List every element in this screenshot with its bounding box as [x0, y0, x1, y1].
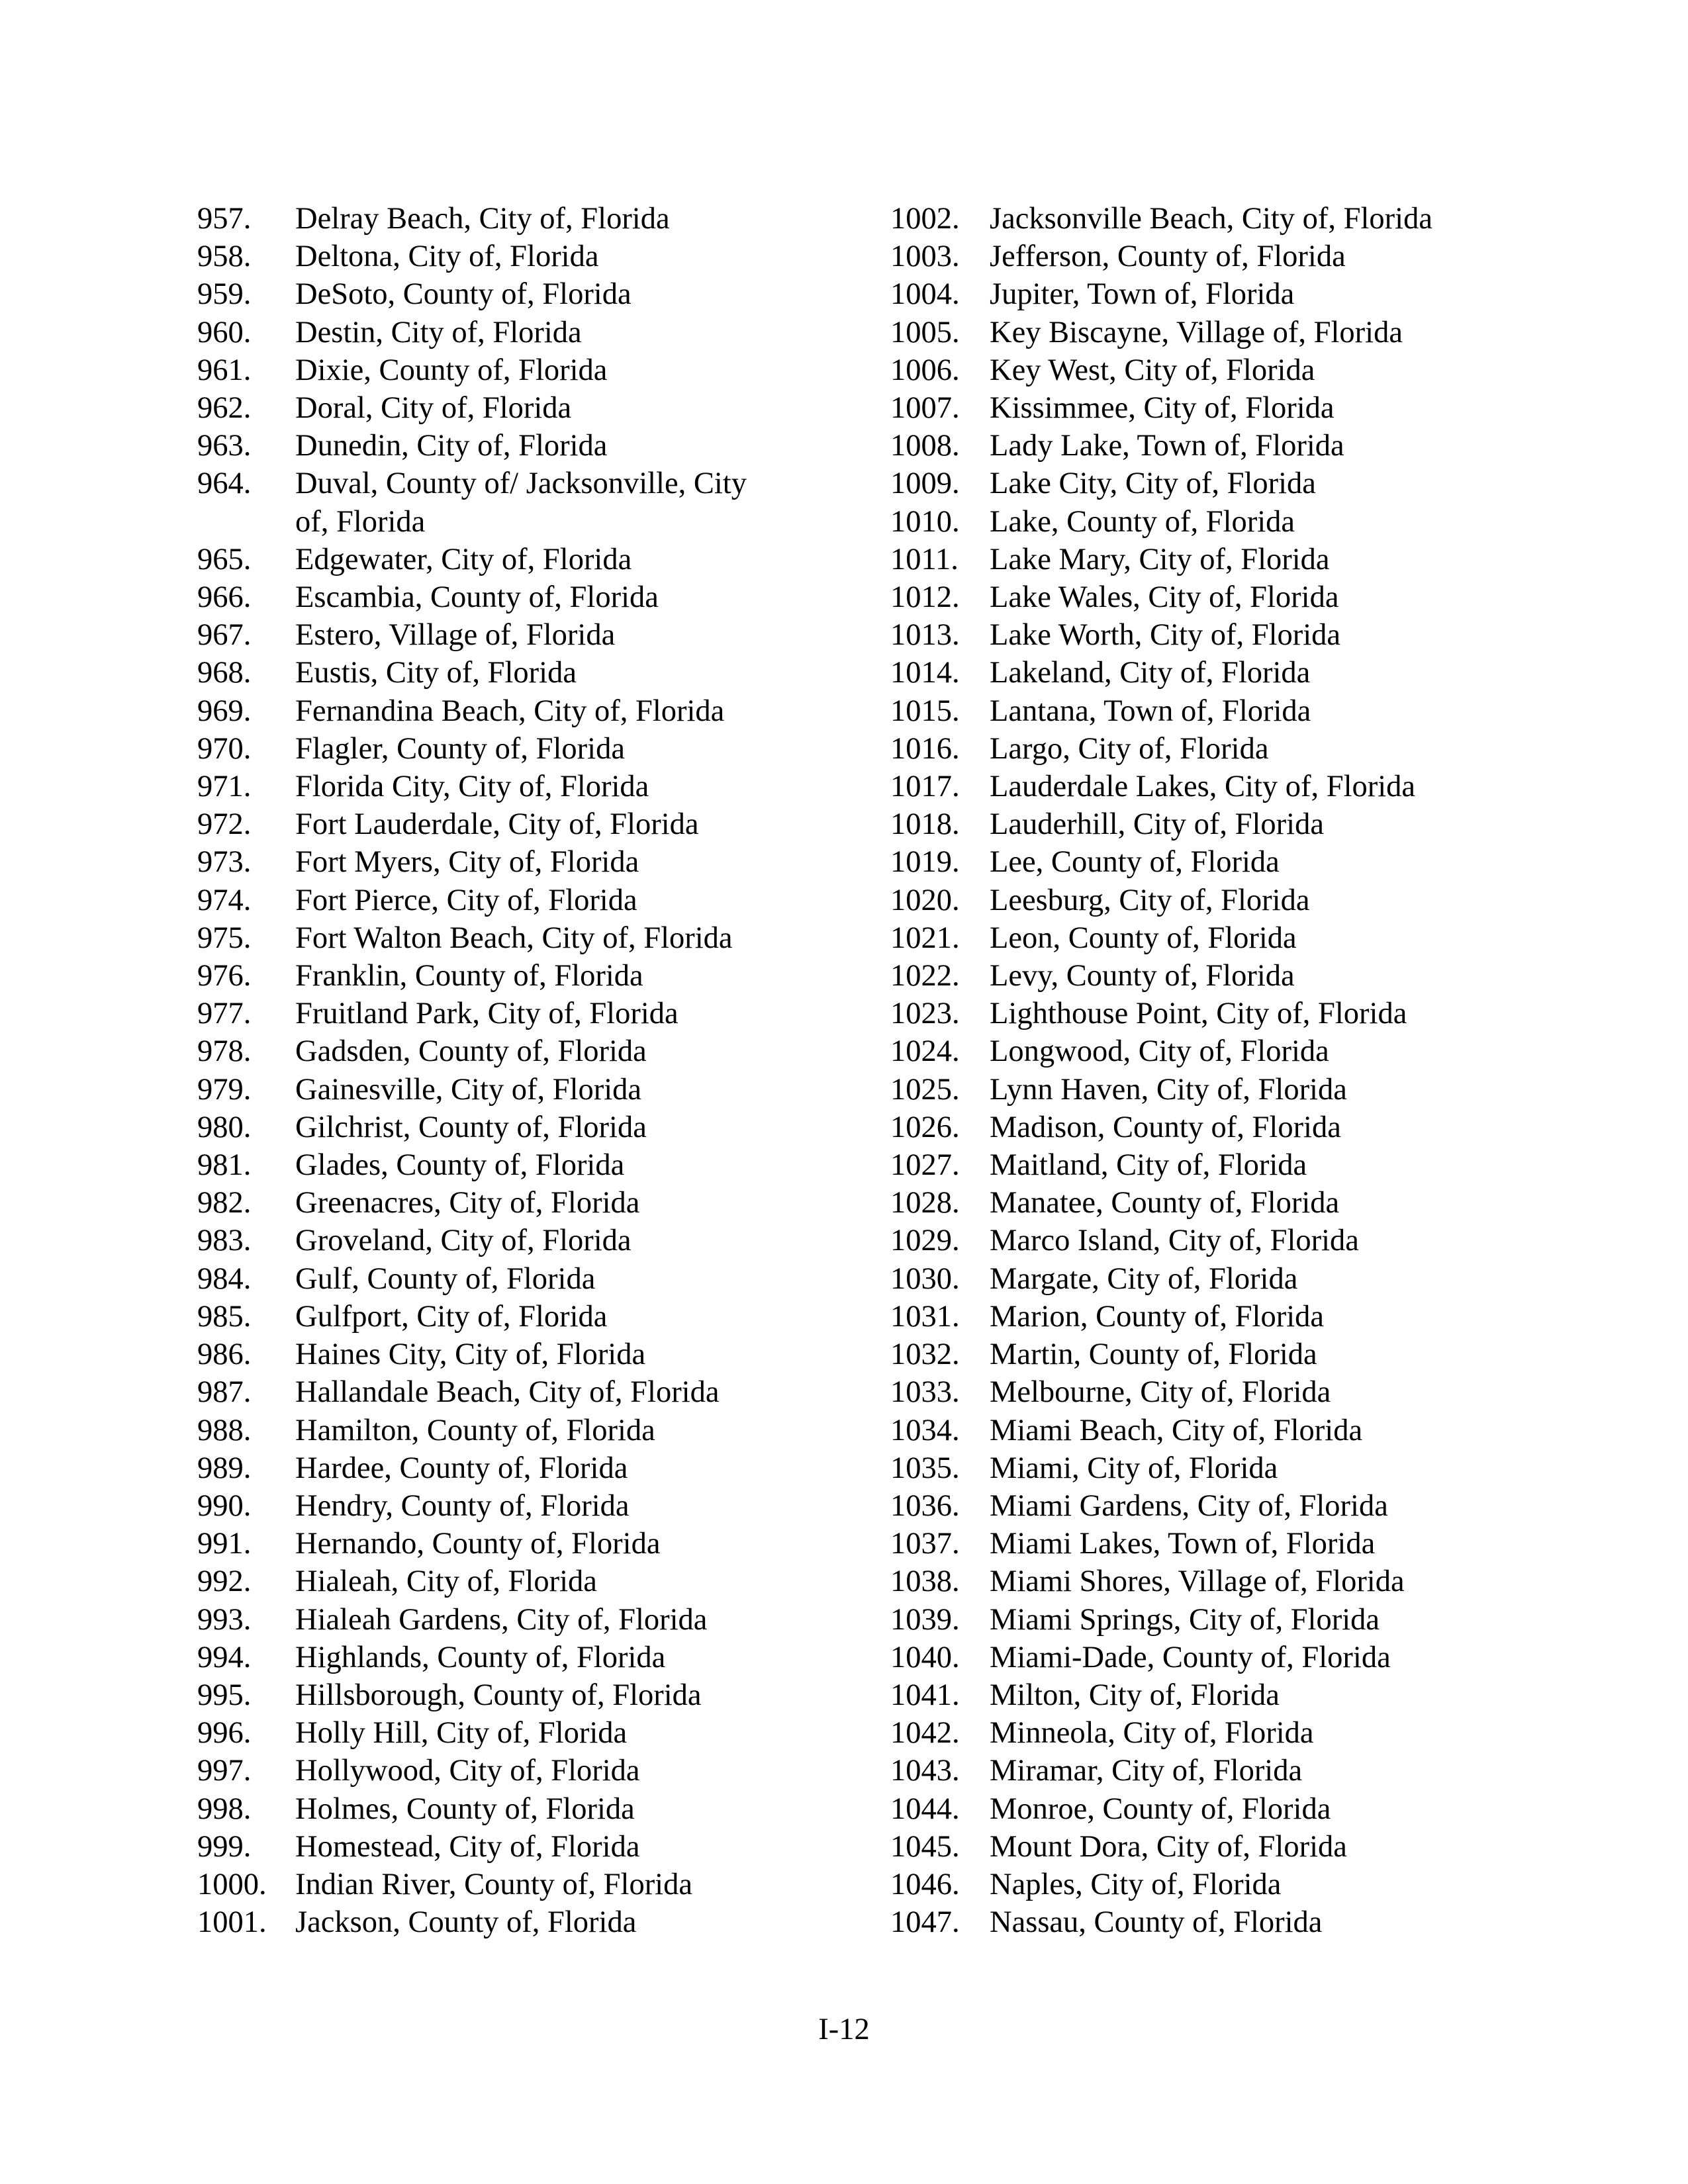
- list-item: [197, 465, 859, 540]
- item-number: 1043.: [890, 1754, 960, 1788]
- list-item: [890, 541, 1552, 578]
- item-number: 973.: [197, 845, 252, 880]
- item-name: Delray Beach, City of, Florida: [295, 202, 670, 236]
- list-item: [197, 1639, 859, 1676]
- item-name: Miami Shores, Village of, Florida: [990, 1565, 1405, 1599]
- item-name: Lighthouse Point, City of, Florida: [990, 997, 1407, 1031]
- list-item: [890, 805, 1552, 843]
- item-number: 1018.: [890, 807, 960, 842]
- item-number: 1015.: [890, 694, 960, 728]
- list-item: [197, 1487, 859, 1525]
- item-name: Miami Gardens, City of, Florida: [990, 1488, 1388, 1523]
- item-number: 1005.: [890, 315, 960, 349]
- list-item: [890, 275, 1552, 313]
- item-name: Jackson, County of, Florida: [295, 1905, 637, 1940]
- item-number: 980.: [197, 1110, 252, 1144]
- list-item: [197, 1601, 859, 1639]
- list-item: [890, 843, 1552, 881]
- list-item: [197, 768, 859, 805]
- list-item: [890, 200, 1552, 238]
- item-number: 964.: [197, 467, 252, 501]
- item-number: 965.: [197, 542, 252, 576]
- list-item: [890, 1412, 1552, 1449]
- list-item: [197, 351, 859, 389]
- item-name: Hillsborough, County of, Florida: [295, 1678, 702, 1712]
- list-item: [197, 1714, 859, 1752]
- item-number: 961.: [197, 353, 252, 387]
- item-number: 1039.: [890, 1602, 960, 1637]
- list-item: [890, 1639, 1552, 1676]
- list-item: [197, 1222, 859, 1259]
- list-item: [197, 1184, 859, 1222]
- item-number: 978.: [197, 1034, 252, 1069]
- item-number: 1045.: [890, 1829, 960, 1864]
- item-name: Groveland, City of, Florida: [295, 1224, 632, 1258]
- item-name: Marco Island, City of, Florida: [990, 1224, 1359, 1258]
- list-item: [197, 919, 859, 957]
- item-name: Fort Myers, City of, Florida: [295, 845, 639, 880]
- list-item: [890, 1336, 1552, 1373]
- item-name: Maitland, City of, Florida: [990, 1148, 1307, 1183]
- item-number: 988.: [197, 1413, 252, 1447]
- item-name: Naples, City of, Florida: [990, 1867, 1282, 1901]
- list-item: [197, 200, 859, 238]
- list-item: [890, 1449, 1552, 1487]
- item-name: Gilchrist, County of, Florida: [295, 1110, 647, 1144]
- list-item: [197, 730, 859, 768]
- item-number: 997.: [197, 1754, 252, 1788]
- item-name: Highlands, County of, Florida: [295, 1640, 666, 1674]
- list-item: [197, 541, 859, 578]
- item-number: 963.: [197, 429, 252, 463]
- item-name: Lauderhill, City of, Florida: [990, 807, 1324, 842]
- item-number: 977.: [197, 997, 252, 1031]
- list-item: [890, 1222, 1552, 1259]
- item-number: 984.: [197, 1261, 252, 1296]
- item-name: Doral, City of, Florida: [295, 391, 572, 426]
- item-name: Greenacres, City of, Florida: [295, 1186, 640, 1220]
- item-name: Holmes, County of, Florida: [295, 1792, 635, 1826]
- item-number: 958.: [197, 240, 252, 274]
- item-name: Hamilton, County of, Florida: [295, 1413, 655, 1447]
- list-item: [197, 1298, 859, 1336]
- item-number: 1032.: [890, 1338, 960, 1372]
- list-item: [890, 578, 1552, 616]
- list-item: [890, 1563, 1552, 1600]
- list-item: [890, 1866, 1552, 1903]
- item-name: Madison, County of, Florida: [990, 1110, 1341, 1144]
- item-number: 971.: [197, 770, 252, 804]
- item-number: 1021.: [890, 921, 960, 955]
- item-number: 1030.: [890, 1261, 960, 1296]
- item-number: 960.: [197, 315, 252, 349]
- list-item: [890, 1601, 1552, 1639]
- item-name: Flagler, County of, Florida: [295, 731, 625, 766]
- item-name: Duval, County of/ Jacksonville, City of, Florida: [295, 467, 747, 539]
- item-number: 1029.: [890, 1224, 960, 1258]
- item-name: Martin, County of, Florida: [990, 1338, 1317, 1372]
- item-number: 1046.: [890, 1867, 960, 1901]
- item-name: Gulfport, City of, Florida: [295, 1299, 608, 1334]
- item-name: Largo, City of, Florida: [990, 731, 1269, 766]
- list-item: [890, 503, 1552, 541]
- list-item: [197, 616, 859, 654]
- item-number: 1042.: [890, 1716, 960, 1751]
- item-name: Leesburg, City of, Florida: [990, 883, 1310, 917]
- list-item: [197, 1449, 859, 1487]
- item-number: 1041.: [890, 1678, 960, 1712]
- item-name: Escambia, County of, Florida: [295, 580, 659, 615]
- item-number: 1003.: [890, 240, 960, 274]
- list-item: [890, 1903, 1552, 1941]
- item-number: 957.: [197, 202, 252, 236]
- item-name: Lake Mary, City of, Florida: [990, 542, 1330, 576]
- item-name: Fort Lauderdale, City of, Florida: [295, 807, 699, 842]
- list-item: [890, 1525, 1552, 1563]
- item-number: 1006.: [890, 353, 960, 387]
- item-name: Lakeland, City of, Florida: [990, 656, 1311, 690]
- item-number: 992.: [197, 1565, 252, 1599]
- list-item: [197, 1260, 859, 1298]
- list-item: [890, 1260, 1552, 1298]
- item-number: 969.: [197, 694, 252, 728]
- item-number: 1035.: [890, 1451, 960, 1485]
- item-number: 1038.: [890, 1565, 960, 1599]
- list-item: [890, 1373, 1552, 1411]
- list-item: [197, 1071, 859, 1109]
- list-item: [890, 1752, 1552, 1790]
- list-item: [197, 1109, 859, 1146]
- item-number: 972.: [197, 807, 252, 842]
- list-item: [890, 1298, 1552, 1336]
- item-name: Margate, City of, Florida: [990, 1261, 1298, 1296]
- item-number: 1007.: [890, 391, 960, 426]
- item-name: Fernandina Beach, City of, Florida: [295, 694, 725, 728]
- list-item: [890, 616, 1552, 654]
- list-item: [890, 882, 1552, 919]
- item-name: Homestead, City of, Florida: [295, 1829, 640, 1864]
- item-name: Fort Walton Beach, City of, Florida: [295, 921, 733, 955]
- list-item: [890, 351, 1552, 389]
- item-number: 1019.: [890, 845, 960, 880]
- item-name: Jupiter, Town of, Florida: [990, 277, 1295, 312]
- item-name: Leon, County of, Florida: [990, 921, 1297, 955]
- item-number: 1013.: [890, 618, 960, 653]
- item-number: 1010.: [890, 504, 960, 539]
- item-name: Minneola, City of, Florida: [990, 1716, 1314, 1751]
- item-name: Fort Pierce, City of, Florida: [295, 883, 637, 917]
- item-name: Eustis, City of, Florida: [295, 656, 577, 690]
- list-item: [890, 389, 1552, 427]
- item-name: Key West, City of, Florida: [990, 353, 1315, 387]
- item-number: 999.: [197, 1829, 252, 1864]
- right-column-list: [890, 200, 1552, 1941]
- item-number: 1028.: [890, 1186, 960, 1220]
- list-item: [197, 1336, 859, 1373]
- item-name: Kissimmee, City of, Florida: [990, 391, 1335, 426]
- item-number: 993.: [197, 1602, 252, 1637]
- item-name: Hendry, County of, Florida: [295, 1488, 630, 1523]
- list-item: [890, 1071, 1552, 1109]
- item-name: Levy, County of, Florida: [990, 959, 1295, 993]
- item-name: Lantana, Town of, Florida: [990, 694, 1311, 728]
- list-item: [890, 1184, 1552, 1222]
- list-item: [890, 1790, 1552, 1828]
- list-item: [197, 957, 859, 995]
- item-number: 1044.: [890, 1792, 960, 1826]
- list-item: [197, 805, 859, 843]
- item-number: 990.: [197, 1488, 252, 1523]
- item-number: 983.: [197, 1224, 252, 1258]
- list-item: [197, 1412, 859, 1449]
- list-item: [197, 843, 859, 881]
- item-name: Hialeah Gardens, City of, Florida: [295, 1602, 708, 1637]
- list-item: [890, 730, 1552, 768]
- item-number: 967.: [197, 618, 252, 653]
- list-item: [890, 919, 1552, 957]
- item-number: 987.: [197, 1375, 252, 1410]
- item-number: 1004.: [890, 277, 960, 312]
- item-number: 1033.: [890, 1375, 960, 1410]
- item-name: Manatee, County of, Florida: [990, 1186, 1340, 1220]
- item-name: Monroe, County of, Florida: [990, 1792, 1331, 1826]
- list-item: [197, 1752, 859, 1790]
- list-item: [890, 465, 1552, 502]
- list-item: [890, 654, 1552, 692]
- list-item: [890, 1146, 1552, 1184]
- item-name: Miami-Dade, County of, Florida: [990, 1640, 1391, 1674]
- list-item: [197, 238, 859, 275]
- list-item: [197, 1676, 859, 1714]
- item-number: 986.: [197, 1338, 252, 1372]
- list-item: [197, 692, 859, 730]
- list-item: [197, 578, 859, 616]
- item-number: 1023.: [890, 997, 960, 1031]
- item-name: Hollywood, City of, Florida: [295, 1754, 640, 1788]
- item-number: 1027.: [890, 1148, 960, 1183]
- item-number: 985.: [197, 1299, 252, 1334]
- item-name: Glades, County of, Florida: [295, 1148, 625, 1183]
- item-name: Miramar, City of, Florida: [990, 1754, 1303, 1788]
- item-name: Hallandale Beach, City of, Florida: [295, 1375, 720, 1410]
- item-number: 982.: [197, 1186, 252, 1220]
- list-item: [197, 1790, 859, 1828]
- item-number: 1016.: [890, 731, 960, 766]
- item-number: 1012.: [890, 580, 960, 615]
- item-number: 1022.: [890, 959, 960, 993]
- item-name: Nassau, County of, Florida: [990, 1905, 1323, 1940]
- item-number: 989.: [197, 1451, 252, 1485]
- list-item: [197, 275, 859, 313]
- list-item: [890, 1828, 1552, 1866]
- item-name: Lake Wales, City of, Florida: [990, 580, 1339, 615]
- list-item: [197, 1866, 859, 1903]
- item-name: Holly Hill, City of, Florida: [295, 1716, 628, 1751]
- item-name: Key Biscayne, Village of, Florida: [990, 315, 1403, 349]
- page-number: I-12: [818, 2013, 870, 2046]
- item-number: 1034.: [890, 1413, 960, 1447]
- list-item: [197, 1373, 859, 1411]
- item-name: Mount Dora, City of, Florida: [990, 1829, 1347, 1864]
- item-name: Milton, City of, Florida: [990, 1678, 1280, 1712]
- list-item: [890, 314, 1552, 351]
- list-item: [890, 1032, 1552, 1070]
- list-item: [890, 995, 1552, 1032]
- list-item: [197, 882, 859, 919]
- item-name: Lee, County of, Florida: [990, 845, 1280, 880]
- list-item: [890, 1676, 1552, 1714]
- item-number: 1009.: [890, 467, 960, 501]
- list-item: [197, 314, 859, 351]
- item-name: Deltona, City of, Florida: [295, 240, 599, 274]
- list-item: [890, 768, 1552, 805]
- item-name: Hernando, County of, Florida: [295, 1527, 661, 1561]
- item-number: 1040.: [890, 1640, 960, 1674]
- item-name: Edgewater, City of, Florida: [295, 542, 632, 576]
- item-number: 1002.: [890, 202, 960, 236]
- item-number: 1008.: [890, 429, 960, 463]
- item-name: Gulf, County of, Florida: [295, 1261, 596, 1296]
- item-number: 1026.: [890, 1110, 960, 1144]
- list-item: [890, 957, 1552, 995]
- list-item: [890, 692, 1552, 730]
- item-name: Miami Springs, City of, Florida: [990, 1602, 1380, 1637]
- item-name: Indian River, County of, Florida: [295, 1867, 692, 1901]
- list-item: [197, 1903, 859, 1941]
- item-number: 981.: [197, 1148, 252, 1183]
- list-item: [890, 1714, 1552, 1752]
- item-number: 1001.: [197, 1905, 267, 1940]
- item-name: Lauderdale Lakes, City of, Florida: [990, 770, 1416, 804]
- item-number: 1020.: [890, 883, 960, 917]
- list-item: [890, 427, 1552, 465]
- list-item: [197, 654, 859, 692]
- item-number: 976.: [197, 959, 252, 993]
- item-number: 1014.: [890, 656, 960, 690]
- item-name: Dixie, County of, Florida: [295, 353, 608, 387]
- item-number: 1036.: [890, 1488, 960, 1523]
- list-item: [890, 1487, 1552, 1525]
- item-number: 1025.: [890, 1072, 960, 1107]
- item-name: Dunedin, City of, Florida: [295, 429, 608, 463]
- item-number: 995.: [197, 1678, 252, 1712]
- item-name: Franklin, County of, Florida: [295, 959, 643, 993]
- item-name: Lake, County of, Florida: [990, 504, 1295, 539]
- item-number: 1000.: [197, 1867, 267, 1901]
- item-name: DeSoto, County of, Florida: [295, 277, 632, 312]
- list-item: [197, 427, 859, 465]
- item-name: Melbourne, City of, Florida: [990, 1375, 1331, 1410]
- item-name: Lady Lake, Town of, Florida: [990, 429, 1344, 463]
- item-number: 975.: [197, 921, 252, 955]
- item-name: Lake City, City of, Florida: [990, 467, 1316, 501]
- item-number: 1047.: [890, 1905, 960, 1940]
- list-item: [197, 995, 859, 1032]
- item-number: 1017.: [890, 770, 960, 804]
- item-name: Longwood, City of, Florida: [990, 1034, 1329, 1069]
- item-number: 998.: [197, 1792, 252, 1826]
- item-name: Hialeah, City of, Florida: [295, 1565, 597, 1599]
- item-number: 1031.: [890, 1299, 960, 1334]
- item-name: Lake Worth, City of, Florida: [990, 618, 1341, 653]
- item-number: 968.: [197, 656, 252, 690]
- list-item: [197, 1828, 859, 1866]
- item-name: Jacksonville Beach, City of, Florida: [990, 202, 1432, 236]
- list-item: [890, 238, 1552, 275]
- item-name: Lynn Haven, City of, Florida: [990, 1072, 1347, 1107]
- item-number: 1011.: [890, 542, 959, 576]
- item-name: Destin, City of, Florida: [295, 315, 582, 349]
- item-name: Miami, City of, Florida: [990, 1451, 1278, 1485]
- item-name: Miami Beach, City of, Florida: [990, 1413, 1363, 1447]
- item-number: 1037.: [890, 1527, 960, 1561]
- item-name: Hardee, County of, Florida: [295, 1451, 628, 1485]
- item-number: 991.: [197, 1527, 252, 1561]
- item-name: Gainesville, City of, Florida: [295, 1072, 642, 1107]
- item-number: 1024.: [890, 1034, 960, 1069]
- item-number: 996.: [197, 1716, 252, 1751]
- item-number: 974.: [197, 883, 252, 917]
- item-name: Estero, Village of, Florida: [295, 618, 616, 653]
- item-name: Jefferson, County of, Florida: [990, 240, 1346, 274]
- list-item: [890, 1109, 1552, 1146]
- item-number: 966.: [197, 580, 252, 615]
- item-number: 970.: [197, 731, 252, 766]
- item-name: Haines City, City of, Florida: [295, 1338, 646, 1372]
- list-item: [197, 389, 859, 427]
- item-name: Miami Lakes, Town of, Florida: [990, 1527, 1376, 1561]
- item-number: 959.: [197, 277, 252, 312]
- list-item: [197, 1146, 859, 1184]
- item-name: Fruitland Park, City of, Florida: [295, 997, 679, 1031]
- list-item: [197, 1525, 859, 1563]
- item-number: 962.: [197, 391, 252, 426]
- item-name: Marion, County of, Florida: [990, 1299, 1325, 1334]
- list-item: [197, 1032, 859, 1070]
- list-item: [197, 1563, 859, 1600]
- item-name: Florida City, City of, Florida: [295, 770, 649, 804]
- item-name: Gadsden, County of, Florida: [295, 1034, 647, 1069]
- item-number: 994.: [197, 1640, 252, 1674]
- item-number: 979.: [197, 1072, 252, 1107]
- left-column-list: [197, 200, 859, 1941]
